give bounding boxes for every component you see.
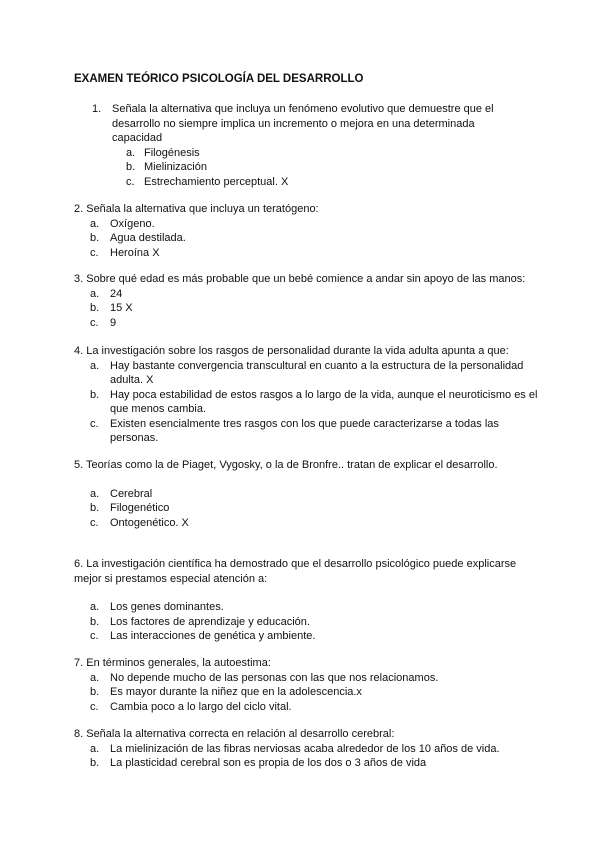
question-text: 3. Sobre qué edad es más probable que un bebé comience a andar sin apoyo de las manos: bbox=[74, 273, 526, 285]
question-4 bbox=[74, 344, 544, 446]
option-b bbox=[90, 501, 544, 516]
question-text: 7. En términos generales, la autoestima: bbox=[74, 657, 271, 669]
option-letter: c. bbox=[90, 700, 99, 713]
option-letter: c. bbox=[90, 316, 99, 329]
option-text: Hay bastante convergencia transcultural en cuanto a la estructura de la personalidad adulta. X bbox=[110, 359, 524, 386]
question-1 bbox=[92, 102, 522, 189]
option-text: 9 bbox=[110, 316, 117, 329]
option-text: Las interacciones de genética y ambiente. bbox=[110, 630, 316, 642]
option-text: Los factores de aprendizaje y educación. bbox=[110, 615, 310, 628]
question-text: Señala la alternativa que incluya un fenómeno evolutivo que demuestre que el desarrollo no siempre implica un incremento o mejora en una determinada capacidad bbox=[112, 103, 494, 144]
option-c bbox=[90, 417, 544, 446]
options-list bbox=[90, 671, 544, 715]
option-b bbox=[90, 615, 544, 630]
option-text: Hay poca estabilidad de estos rasgos a lo largo de la vida, aunque el neuroticismo es el que menos cambia. bbox=[110, 388, 538, 415]
option-b bbox=[90, 756, 544, 771]
option-letter: b. bbox=[90, 615, 100, 628]
option-c bbox=[90, 516, 544, 531]
option-letter: a. bbox=[90, 601, 100, 613]
option-c bbox=[126, 175, 522, 190]
option-a bbox=[90, 671, 544, 686]
option-text: Cambia poco a lo largo del ciclo vital. bbox=[110, 700, 292, 713]
option-a bbox=[126, 146, 522, 161]
question-6 bbox=[74, 557, 544, 644]
option-text: Filogenético bbox=[110, 502, 170, 514]
option-text: Mielinización bbox=[144, 161, 207, 173]
option-text: Heroína X bbox=[110, 246, 160, 259]
options-list bbox=[90, 359, 544, 446]
option-c bbox=[90, 316, 554, 331]
option-b bbox=[90, 301, 554, 316]
option-text: Cerebral bbox=[110, 487, 153, 500]
question-5 bbox=[74, 458, 544, 530]
option-text: No depende mucho de las personas con las que nos relacionamos. bbox=[110, 671, 439, 684]
option-letter: c. bbox=[90, 417, 99, 430]
question-text: 2. Señala la alternativa que incluya un teratógeno: bbox=[74, 203, 319, 215]
options-list bbox=[90, 742, 544, 771]
option-letter: b. bbox=[90, 388, 100, 401]
spacer bbox=[74, 586, 544, 600]
option-letter: a. bbox=[90, 287, 100, 300]
option-a bbox=[90, 217, 534, 232]
option-letter: b. bbox=[90, 502, 100, 514]
option-text: 24 bbox=[110, 287, 123, 300]
option-a bbox=[90, 359, 544, 388]
option-a bbox=[90, 600, 544, 615]
option-text: Ontogenético. X bbox=[110, 516, 189, 529]
option-letter: a. bbox=[90, 217, 100, 230]
option-a bbox=[90, 287, 554, 302]
option-letter: c. bbox=[90, 630, 99, 642]
options-list bbox=[90, 487, 544, 531]
option-letter: a. bbox=[90, 742, 100, 755]
option-letter: a. bbox=[90, 487, 100, 500]
option-text: Filogénesis bbox=[144, 146, 200, 159]
question-3 bbox=[74, 272, 554, 330]
question-number: 1. bbox=[92, 103, 102, 115]
option-text: Estrechamiento perceptual. X bbox=[144, 175, 289, 188]
option-c bbox=[90, 246, 534, 261]
option-text: Oxígeno. bbox=[110, 217, 155, 230]
options-list bbox=[90, 217, 534, 261]
question-text: 4. La investigación sobre los rasgos de personalidad durante la vida adulta apunta a que: bbox=[74, 345, 509, 357]
question-2 bbox=[74, 202, 534, 260]
option-letter: a. bbox=[126, 146, 136, 159]
options-list bbox=[90, 600, 544, 644]
option-text: 15 X bbox=[110, 302, 133, 314]
option-b bbox=[90, 231, 534, 246]
question-7 bbox=[74, 656, 544, 714]
options-list bbox=[126, 146, 522, 190]
option-letter: b. bbox=[90, 757, 100, 769]
option-letter: a. bbox=[90, 671, 100, 684]
options-list bbox=[90, 287, 554, 331]
option-letter: b. bbox=[90, 686, 100, 698]
option-letter: a. bbox=[90, 359, 100, 372]
option-letter: b. bbox=[90, 232, 100, 244]
question-text: 8. Señala la alternativa correcta en relación al desarrollo cerebral: bbox=[74, 728, 395, 740]
option-letter: b. bbox=[90, 302, 100, 314]
option-letter: c. bbox=[90, 516, 99, 529]
option-c bbox=[90, 700, 544, 715]
option-letter: c. bbox=[126, 175, 135, 188]
option-text: La plasticidad cerebral son es propia de los dos o 3 años de vida bbox=[110, 757, 427, 769]
option-b bbox=[90, 388, 544, 417]
option-c bbox=[90, 629, 544, 644]
option-a bbox=[90, 742, 544, 757]
option-text: Los genes dominantes. bbox=[110, 601, 224, 613]
option-letter: c. bbox=[90, 246, 99, 259]
option-text: Existen esencialmente tres rasgos con los que puede caracterizarse a todas las personas. bbox=[110, 417, 499, 444]
option-text: Agua destilada. bbox=[110, 232, 186, 244]
question-8 bbox=[74, 727, 544, 771]
option-b bbox=[126, 160, 522, 175]
spacer bbox=[74, 473, 544, 487]
option-text: La mielinización de las fibras nerviosas acaba alrededor de los 10 años de vida. bbox=[110, 742, 500, 755]
option-letter: b. bbox=[126, 161, 136, 173]
option-b bbox=[90, 685, 544, 700]
option-text: Es mayor durante la niñez que en la adolescencia.x bbox=[110, 686, 362, 698]
document-title: EXAMEN TEÓRICO PSICOLOGÍA DEL DESARROLLO bbox=[74, 73, 364, 85]
option-a bbox=[90, 487, 544, 502]
question-text: 5. Teorías como la de Piaget, Vygosky, o la de Bronfre.. tratan de explicar el desarrollo. bbox=[74, 459, 498, 471]
question-text: 6. La investigación científica ha demostrado que el desarrollo psicológico puede explicarse mejor si prestamos especial atención a: bbox=[74, 558, 517, 585]
